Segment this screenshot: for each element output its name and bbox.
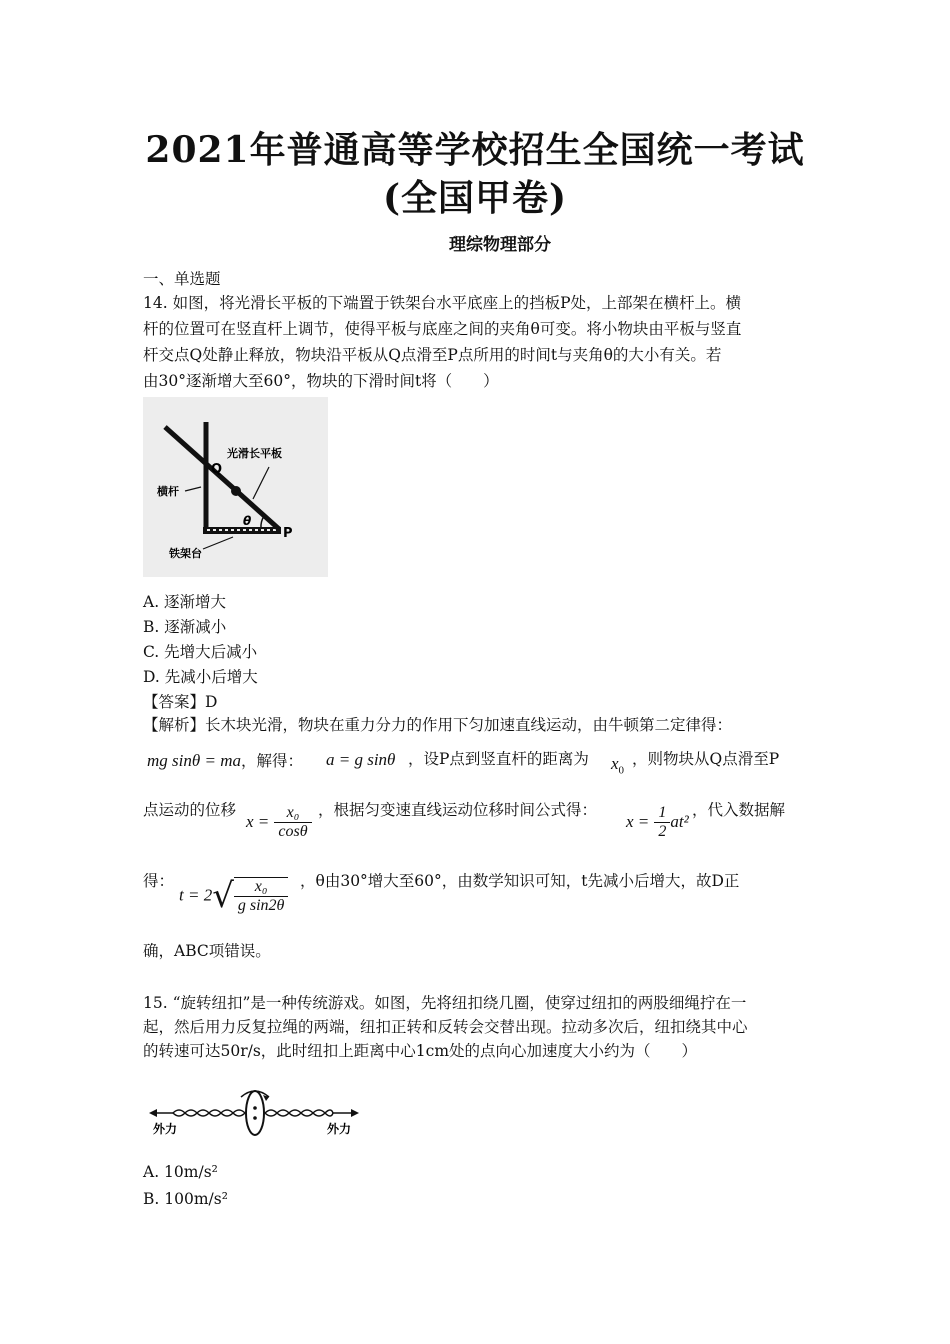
eq-newton: mg sinθ = ma [147, 751, 241, 770]
analysis-text: ，根据匀变速直线运动位移时间公式得： [318, 801, 598, 819]
button-hole [253, 1106, 257, 1110]
q14-answer: 【答案】D [143, 693, 218, 711]
label-board: 光滑长平板 [227, 447, 282, 460]
analysis-text: ，代入数据解 [692, 801, 786, 819]
label-Q: Q [211, 462, 223, 477]
q15-line: 起，然后用力反复拉绳的两端，纽扣正转和反转会交替出现。拉动多次后，纽扣绕其中心 [143, 1018, 748, 1036]
analysis-text: 点运动的位移 [143, 801, 237, 819]
q14-incline-figure [143, 397, 328, 577]
q15-button-figure [143, 1075, 368, 1145]
right-arrow-head [351, 1109, 359, 1117]
label-right-force: 外力 [327, 1122, 352, 1136]
section-heading: 一、单选题 [143, 270, 221, 288]
q14-option-d: D. 先减小后增大 [143, 668, 258, 686]
q14-line: 杆交点Q处静止释放，物块沿平板从Q点滑至P点所用的时间t与夹角θ的大小有关。若 [143, 346, 722, 364]
q15-option-b: B. 100m/s² [143, 1190, 228, 1208]
label-theta: θ [243, 514, 252, 528]
doc-subtitle: 理综物理部分 [449, 235, 551, 255]
small-block [231, 486, 241, 496]
q14-line: 14. 如图，将光滑长平板的下端置于铁架台水平底座上的挡板P处，上部架在横杆上。横 [143, 294, 742, 312]
twisted-string-left-2 [173, 1110, 245, 1116]
q14-line: 由30°逐渐增大至60°，物块的下滑时间t将（ ） [143, 372, 499, 390]
q14-line: 杆的位置可在竖直杆上调节，使得平板与底座之间的夹角θ可变。将小物块由平板与竖直 [143, 320, 742, 338]
button-hole [253, 1116, 257, 1120]
analysis-eq-row1 [147, 750, 303, 772]
q14-option-b: B. 逐渐减小 [143, 618, 227, 636]
q14-option-a: A. 逐渐增大 [143, 593, 227, 611]
label-bar: 横杆 [157, 485, 179, 498]
eq-time: t = 2√ $\frac{\text{x₀}}{\text{g sin2θ}}$ [179, 876, 288, 916]
eq-acceleration: a = g sinθ [326, 750, 396, 769]
eq-x0: $x_0$ [611, 754, 625, 777]
analysis-text: 得： [143, 872, 175, 890]
q15-option-a: A. 10m/s² [143, 1163, 218, 1181]
doc-title-line1: 2021年普通高等学校招生全国统一考试 [145, 129, 805, 171]
analysis-text: ，设P点到竖直杆的距离为 [408, 750, 589, 768]
analysis-text: ，解得： [240, 752, 303, 770]
q15-line: 的转速可达50r/s，此时纽扣上距离中心1cm处的点向心加速度大小约为（ ） [143, 1042, 698, 1060]
eq-kinematic: x = $\frac{1}{2}$ at² [626, 804, 689, 840]
analysis-line1: 【解析】长木块光滑，物块在重力分力的作用下匀加速直线运动，由牛顿第二定律得： [143, 716, 733, 734]
spinning-button [246, 1091, 264, 1135]
eq-displacement: x = $\frac{\text{x₀}}{\cos\theta}$ [246, 804, 312, 841]
label-P: P [283, 526, 293, 541]
analysis-text: ，θ由30°增大至60°，由数学知识可知，t先减小后增大，故D正 [300, 872, 740, 890]
analysis-text: ，则物块从Q点滑至P [632, 750, 780, 768]
q15-line: 15. “旋转纽扣”是一种传统游戏。如图，先将纽扣绕几圈，使穿过纽扣的两股细绳拧在一 [143, 994, 747, 1012]
doc-title-line2: (全国甲卷) [382, 177, 568, 219]
label-left-force: 外力 [153, 1122, 178, 1136]
left-arrow-head [149, 1109, 157, 1117]
q14-option-c: C. 先增大后减小 [143, 643, 258, 661]
label-stand: 铁架台 [169, 547, 202, 560]
analysis-text: 确，ABC项错误。 [143, 942, 271, 960]
